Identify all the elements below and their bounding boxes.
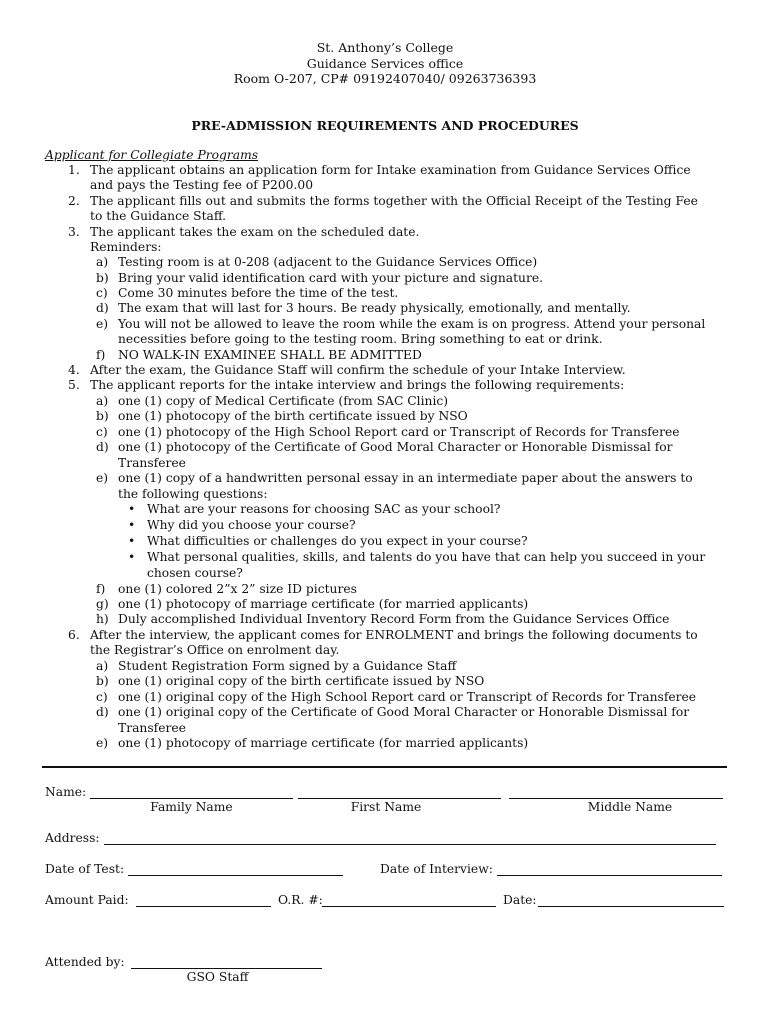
- sub-item-marker: f): [96, 348, 106, 362]
- list-number: 6.: [68, 628, 80, 642]
- section-heading: Applicant for Collegiate Programs: [45, 148, 259, 162]
- name-label: Name:: [45, 785, 87, 799]
- family-name-caption: Family Name: [150, 800, 233, 814]
- section-divider: [42, 766, 727, 768]
- list-number: 4.: [68, 363, 80, 377]
- list-item-text: The applicant obtains an application form for Intake examination from Guidance Services Office: [90, 163, 691, 177]
- amount-paid-label: Amount Paid:: [45, 893, 129, 907]
- date-of-interview-label: Date of Interview:: [380, 862, 493, 876]
- sub-item-text: necessities before going to the testing room. Bring something to eat or drink.: [118, 332, 603, 346]
- sub-item-text: one (1) photocopy of the High School Report card or Transcript of Records for Transferee: [118, 425, 680, 439]
- page-title: PRE-ADMISSION REQUIREMENTS AND PROCEDURES: [191, 118, 579, 133]
- sub-item-marker: c): [96, 690, 108, 704]
- sub-item-text: one (1) original copy of the birth certificate issued by NSO: [118, 674, 485, 688]
- sub-item-marker: c): [96, 425, 108, 439]
- sub-item-marker: d): [96, 705, 109, 719]
- sub-item-text: one (1) original copy of the High School Report card or Transcript of Records for Transferee: [118, 690, 697, 704]
- list-item-text: The applicant reports for the intake interview and brings the following requirements:: [90, 378, 625, 392]
- date-of-test-field[interactable]: [128, 875, 343, 876]
- sub-item-text: NO WALK-IN EXAMINEE SHALL BE ADMITTED: [118, 348, 422, 362]
- sub-item-marker: c): [96, 286, 108, 300]
- list-item-text: After the exam, the Guidance Staff will confirm the schedule of your Intake Interview.: [90, 363, 626, 377]
- date-label: Date:: [503, 893, 537, 907]
- attended-by-field[interactable]: [131, 968, 322, 969]
- question-bullet: • What personal qualities, skills, and talents do you have that can help you succeed in your: [147, 550, 705, 565]
- sub-item-marker: e): [96, 471, 109, 485]
- office-contact: Room O-207, CP# 09192407040/ 09263736393: [233, 71, 537, 86]
- list-item-text: to the Guidance Staff.: [90, 209, 227, 223]
- sub-item-marker: g): [96, 597, 109, 611]
- sub-item-text: You will not be allowed to leave the room while the exam is on progress. Attend your personal: [118, 317, 706, 331]
- sub-item-text: one (1) copy of a handwritten personal essay in an intermediate paper about the answers to: [118, 471, 693, 485]
- list-item-text: and pays the Testing fee of P200.00: [90, 178, 314, 192]
- question-bullet: • What are your reasons for choosing SAC as your school?: [147, 502, 501, 517]
- question-text: chosen course?: [147, 566, 243, 580]
- list-number: 3.: [68, 225, 80, 239]
- sub-item-text: one (1) photocopy of marriage certificate (for married applicants): [118, 597, 529, 611]
- sub-item-marker: a): [96, 659, 109, 673]
- list-item-text: The applicant takes the exam on the scheduled date.: [90, 225, 420, 239]
- question-bullet: • Why did you choose your course?: [147, 518, 356, 533]
- sub-item-text: one (1) copy of Medical Certificate (from SAC Clinic): [118, 394, 449, 408]
- sub-item-text: one (1) photocopy of the birth certificate issued by NSO: [118, 409, 468, 423]
- address-label: Address:: [45, 831, 100, 845]
- date-of-interview-field[interactable]: [497, 875, 722, 876]
- sub-item-marker: d): [96, 301, 109, 315]
- sub-item-text: Bring your valid identification card with your picture and signature.: [118, 271, 544, 285]
- date-field[interactable]: [538, 906, 724, 907]
- list-item-text: The applicant fills out and submits the forms together with the Official Receipt of the Testing Fee: [90, 194, 698, 208]
- sub-item-text: one (1) photocopy of the Certificate of Good Moral Character or Honorable Dismissal for: [118, 440, 673, 454]
- sub-item-text: Transferee: [118, 456, 186, 470]
- sub-item-marker: b): [96, 409, 109, 423]
- sub-item-marker: e): [96, 736, 109, 750]
- sub-item-marker: e): [96, 317, 109, 331]
- office-name: Guidance Services office: [306, 56, 464, 71]
- sub-item-text: The exam that will last for 3 hours. Be ready physically, emotionally, and mentally.: [118, 301, 631, 315]
- sub-item-text: Come 30 minutes before the time of the test.: [118, 286, 399, 300]
- list-number: 1.: [68, 163, 80, 177]
- reminders-label: Reminders:: [90, 240, 162, 254]
- question-bullet: • What difficulties or challenges do you expect in your course?: [147, 534, 528, 549]
- sub-item-marker: f): [96, 582, 106, 596]
- sub-item-text: one (1) photocopy of marriage certificate (for married applicants): [118, 736, 529, 750]
- or-number-label: O.R. #:: [278, 893, 323, 907]
- sub-item-marker: d): [96, 440, 109, 454]
- sub-item-text: Testing room is at 0-208 (adjacent to the Guidance Services Office): [118, 255, 538, 269]
- or-number-field[interactable]: [322, 906, 496, 907]
- attended-by-label: Attended by:: [45, 955, 125, 969]
- sub-item-text: Student Registration Form signed by a Guidance Staff: [118, 659, 457, 673]
- sub-item-marker: b): [96, 674, 109, 688]
- middle-name-field[interactable]: [509, 798, 723, 799]
- sub-item-text: Transferee: [118, 721, 186, 735]
- sub-item-text: one (1) colored 2”x 2” size ID pictures: [118, 582, 357, 596]
- list-item-text: the Registrar’s Office on enrolment day.: [90, 643, 340, 657]
- sub-item-marker: b): [96, 271, 109, 285]
- sub-item-marker: a): [96, 394, 109, 408]
- list-number: 2.: [68, 194, 80, 208]
- sub-item-text: one (1) original copy of the Certificate of Good Moral Character or Honorable Dismissal for: [118, 705, 690, 719]
- gso-staff-caption: GSO Staff: [186, 970, 249, 984]
- middle-name-caption: Middle Name: [587, 800, 673, 814]
- sub-item-text: the following questions:: [118, 487, 268, 501]
- family-name-field[interactable]: [90, 798, 293, 799]
- sub-item-marker: a): [96, 255, 109, 269]
- first-name-field[interactable]: [298, 798, 501, 799]
- school-name: St. Anthony’s College: [316, 40, 454, 55]
- first-name-caption: First Name: [350, 800, 422, 814]
- address-field[interactable]: [104, 844, 716, 845]
- amount-paid-field[interactable]: [136, 906, 271, 907]
- list-item-text: After the interview, the applicant comes for ENROLMENT and brings the following documents to: [90, 628, 698, 642]
- list-number: 5.: [68, 378, 80, 392]
- sub-item-marker: h): [96, 612, 109, 626]
- date-of-test-label: Date of Test:: [45, 862, 125, 876]
- sub-item-text: Duly accomplished Individual Inventory Record Form from the Guidance Services Office: [118, 612, 670, 626]
